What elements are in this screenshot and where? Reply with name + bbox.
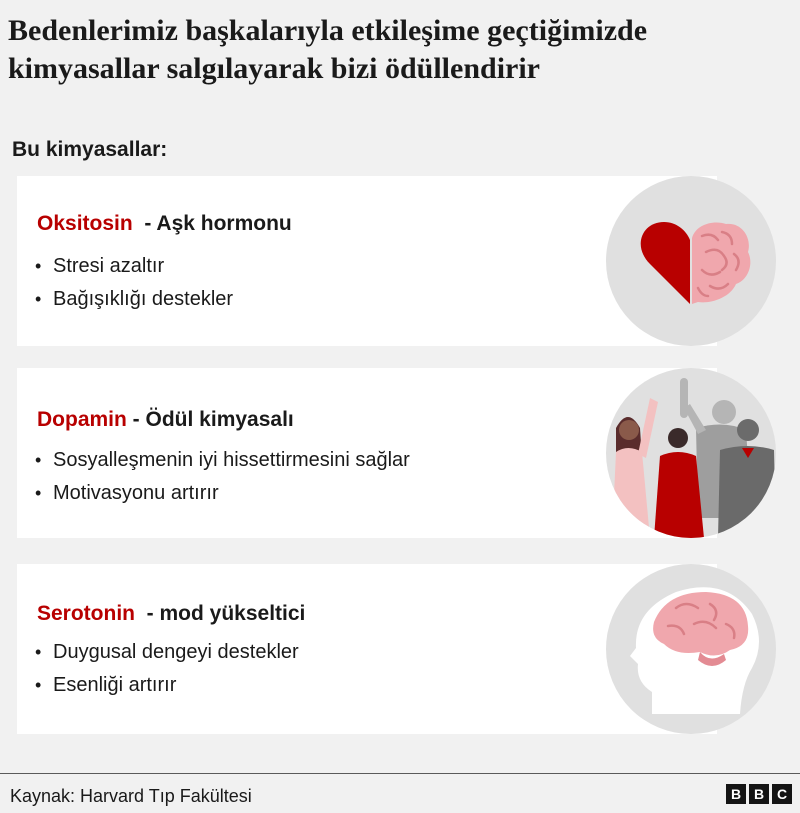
bullet-icon: • (35, 450, 42, 470)
logo-letter: B (726, 784, 746, 804)
head-brain-icon (606, 564, 776, 734)
heart-brain-icon (606, 176, 776, 346)
intro-label: Bu kimyasallar: (12, 138, 168, 161)
bullet-icon: • (35, 675, 42, 695)
card-heading (37, 212, 292, 236)
list-item-text: Sosyalleşmenin iyi hissettirmesini sağlar (53, 449, 410, 471)
list-item-text: Motivasyonu artırır (53, 482, 219, 504)
chemical-name: Oksitosin (37, 212, 133, 235)
chemical-name: Dopamin (37, 408, 127, 431)
benefit-list (35, 250, 233, 316)
bullet-icon: • (35, 256, 42, 276)
heading-separator: - (135, 602, 160, 625)
heading-separator: - (126, 408, 146, 431)
benefit-list (35, 444, 410, 510)
list-item-text: Stresi azaltır (53, 255, 165, 277)
list-item (35, 477, 410, 510)
list-item (35, 669, 299, 702)
chemical-description: mod yükseltici (159, 602, 306, 625)
logo-letter: B (749, 784, 769, 804)
page-title: Bedenlerimiz başkalarıyla etkileşime geçtiğimizde kimyasallar salgılayarak bizi ödüllendirir (8, 14, 648, 85)
chemical-name: Serotonin (37, 602, 135, 625)
card-heading (37, 602, 305, 626)
list-item-text: Esenliği artırır (53, 674, 177, 696)
bbc-logo (726, 784, 792, 804)
footer-divider (0, 773, 800, 774)
benefit-list (35, 636, 299, 702)
list-item (35, 283, 233, 316)
logo-letter: C (772, 784, 792, 804)
list-item-text: Duygusal dengeyi destekler (53, 641, 299, 663)
source-credit: Kaynak: Harvard Tıp Fakültesi (10, 786, 252, 806)
list-item (35, 250, 233, 283)
card-heading (37, 408, 294, 432)
people-group-icon (606, 368, 776, 538)
list-item (35, 636, 299, 669)
list-item-text: Bağışıklığı destekler (53, 288, 234, 310)
list-item (35, 444, 410, 477)
chemical-description: Aşk hormonu (156, 212, 292, 235)
bullet-icon: • (35, 289, 42, 309)
chemical-description: Ödül kimyasalı (145, 408, 294, 431)
bullet-icon: • (35, 483, 42, 503)
bullet-icon: • (35, 642, 42, 662)
heading-separator: - (132, 212, 157, 235)
